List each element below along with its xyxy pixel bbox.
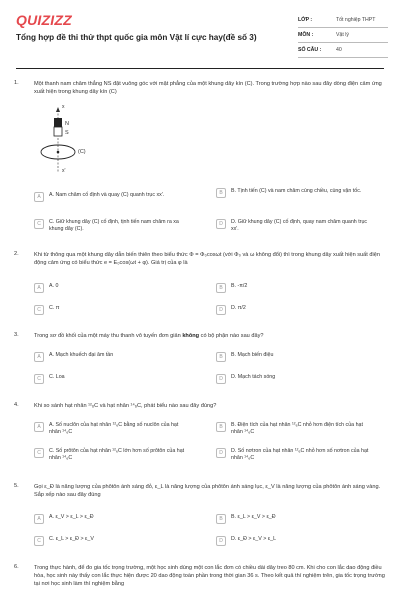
magnet-coil-figure [34, 106, 114, 176]
option-letter-box: D [216, 536, 226, 546]
question-text [34, 332, 386, 340]
option-text: C. ε_L > ε_Đ > ε_V [49, 536, 94, 542]
question-2 [14, 251, 386, 311]
option-text: D. Giữ khung dây (C) cố định, quay nam châm quanh trục xx'. [231, 219, 368, 232]
option-text: D. Số nơtron của hạt nhân ¹²₆C nhỏ hơn số nơtron của hạt nhân ¹⁴₆C [231, 448, 369, 461]
option-text: C. Giữ khung dây (C) cố định, tịnh tiến nam châm ra xa khung dây (C). [49, 219, 179, 232]
question-text: Một thanh nam châm thẳng NS đặt vuông góc với mặt phẳng của một khung dây kín (C). Trong trường hợp nào sau đây dòng điện cảm ứng xuất hiện trong khung dây kín (C) [34, 81, 382, 95]
option-letter-box: A [34, 283, 44, 293]
option-text: B. -π/2 [231, 283, 248, 289]
option-letter-box: D [216, 305, 226, 315]
option-d[interactable] [216, 536, 371, 550]
meta-value: 40 [336, 47, 342, 53]
meta-table [298, 13, 388, 58]
option-letter-box: B [216, 422, 226, 432]
question-number: 3. [14, 332, 19, 338]
option-letter-box: A [34, 514, 44, 524]
option-c[interactable] [34, 305, 189, 319]
option-d[interactable] [216, 219, 371, 233]
option-c[interactable] [34, 219, 189, 233]
option-letter-box: B [216, 283, 226, 293]
option-text: A. Nam châm cố định và quay (C) quanh trục xx'. [49, 192, 165, 198]
axis-label-x-prime: x' [62, 168, 66, 174]
question-text: Khi so sánh hạt nhân ¹²₆C và hạt nhân ¹⁴₆C, phát biểu nào sau đây đúng? [34, 403, 217, 409]
option-b[interactable] [216, 422, 371, 436]
option-a[interactable] [34, 352, 189, 366]
question-1 [14, 80, 386, 240]
option-letter-box: D [216, 374, 226, 384]
option-c[interactable] [34, 448, 189, 462]
option-a[interactable] [34, 514, 189, 528]
magnet-label-n: N [65, 121, 69, 127]
coil-label-c: (C) [78, 149, 86, 155]
option-b[interactable] [216, 283, 371, 297]
option-d[interactable] [216, 448, 371, 462]
meta-row-subject [298, 28, 388, 43]
question-number: 6. [14, 564, 19, 570]
option-text: D. Mạch tách sóng [231, 374, 276, 380]
option-letter-box: A [34, 422, 44, 432]
question-number: 1. [14, 80, 19, 86]
option-letter-box: A [34, 192, 44, 202]
option-letter-box: C [34, 448, 44, 458]
question-number: 2. [14, 251, 19, 257]
question-text: Khi từ thông qua một khung dây dẫn biến thiên theo biểu thức Φ = Φ₀cosωt (với Φ₀ và ω không đổi) thì trong khung dây xuất hiện suất điện động cảm ứng có biểu thức e = E₀cos(ωt + φ). Giá trị của φ là [34, 252, 380, 266]
option-b[interactable] [216, 188, 371, 202]
question-number: 4. [14, 402, 19, 408]
option-text: B. Tịnh tiến (C) và nam châm cùng chiều, cùng vận tốc. [231, 188, 362, 194]
option-text: B. Điện tích của hạt nhân ¹²₆C nhỏ hơn điện tích của hạt nhân ¹⁴₆C [231, 422, 363, 435]
option-letter-box: C [34, 219, 44, 229]
option-b[interactable] [216, 514, 371, 528]
option-text: C. Loa [49, 374, 65, 380]
meta-value: Tốt nghiệp THPT [336, 17, 376, 23]
option-text: A. Mạch khuếch đại âm tần [49, 352, 114, 358]
question-text-pre: Trong sơ đồ khối của một máy thu thanh vô tuyến đơn giản [34, 333, 183, 339]
question-6 [14, 564, 386, 596]
page-title: Tổng hợp đề thi thử thpt quốc gia môn Vật lí cực hay(đề số 3) [16, 33, 257, 42]
question-text: Trong thực hành, để đo gia tốc trọng trường, một học sinh dùng một con lắc đơn có chiều dài dây treo 80 cm. Khi cho con lắc dao động điều hòa, học sinh này thấy con lắc thực hiện được 20 dao động toàn phần trong thời gian 36 s. Theo kết quả thí nghiệm trên, gia tốc trọng trường tại nơi học sinh làm thí nghiệm bằng [34, 565, 385, 587]
option-c[interactable] [34, 374, 189, 388]
option-text: B. Mạch biến điệu [231, 352, 274, 358]
option-letter-box: D [216, 448, 226, 458]
option-text: A. ε_V > ε_L > ε_Đ [49, 514, 94, 520]
meta-row-class [298, 13, 388, 28]
option-d[interactable] [216, 374, 371, 388]
question-5 [14, 483, 386, 548]
meta-row-count [298, 43, 388, 58]
meta-value: Vật lý [336, 32, 349, 38]
option-d[interactable] [216, 305, 371, 319]
question-text-emphasis: không [182, 333, 200, 339]
option-text: D. π/2 [231, 305, 246, 311]
option-letter-box: B [216, 352, 226, 362]
option-a[interactable] [34, 192, 189, 206]
worksheet-header [0, 0, 400, 70]
option-letter-box: A [34, 352, 44, 362]
option-text: A. Số nuclôn của hạt nhân ¹²₆C bằng số nuclôn của hạt nhân ¹⁴₆C [49, 422, 179, 435]
option-text: A. 0 [49, 283, 59, 289]
option-a[interactable] [34, 283, 189, 297]
option-letter-box: D [216, 219, 226, 229]
question-4 [14, 402, 386, 472]
option-letter-box: C [34, 536, 44, 546]
option-c[interactable] [34, 536, 189, 550]
option-text: D. ε_Đ > ε_V > ε_L [231, 536, 277, 542]
option-letter-box: C [34, 374, 44, 384]
option-letter-box: C [34, 305, 44, 315]
axis-label-x: x [62, 104, 65, 110]
question-number: 5. [14, 483, 19, 489]
question-text: Gọi ε_Đ là năng lượng của phôtôn ánh sáng đỏ, ε_L là năng lượng của phôtôn ánh sáng lục, ε_V là năng lượng của phôtôn ánh sáng vàng. Sắp xếp nào sau đây đúng [34, 484, 381, 498]
magnet-label-s: S [65, 130, 69, 136]
question-3 [14, 332, 386, 382]
meta-label: LỚP : [298, 17, 313, 23]
option-letter-box: B [216, 188, 226, 198]
header-divider [16, 68, 384, 69]
option-text: C. Số prôtôn của hạt nhân ¹²₆C lớn hơn số prôtôn của hạt nhân ¹⁴₆C [49, 448, 185, 461]
option-text: C. π [49, 305, 60, 311]
option-text: B. ε_L > ε_V > ε_Đ [231, 514, 276, 520]
option-a[interactable] [34, 422, 189, 436]
option-b[interactable] [216, 352, 371, 366]
meta-label: SỐ CÂU : [298, 47, 322, 53]
meta-label: MÔN : [298, 32, 314, 38]
option-letter-box: B [216, 514, 226, 524]
quizizz-logo: QUIZIZZ [16, 12, 72, 28]
question-text-post: có bộ phận nào sau đây? [199, 333, 264, 339]
